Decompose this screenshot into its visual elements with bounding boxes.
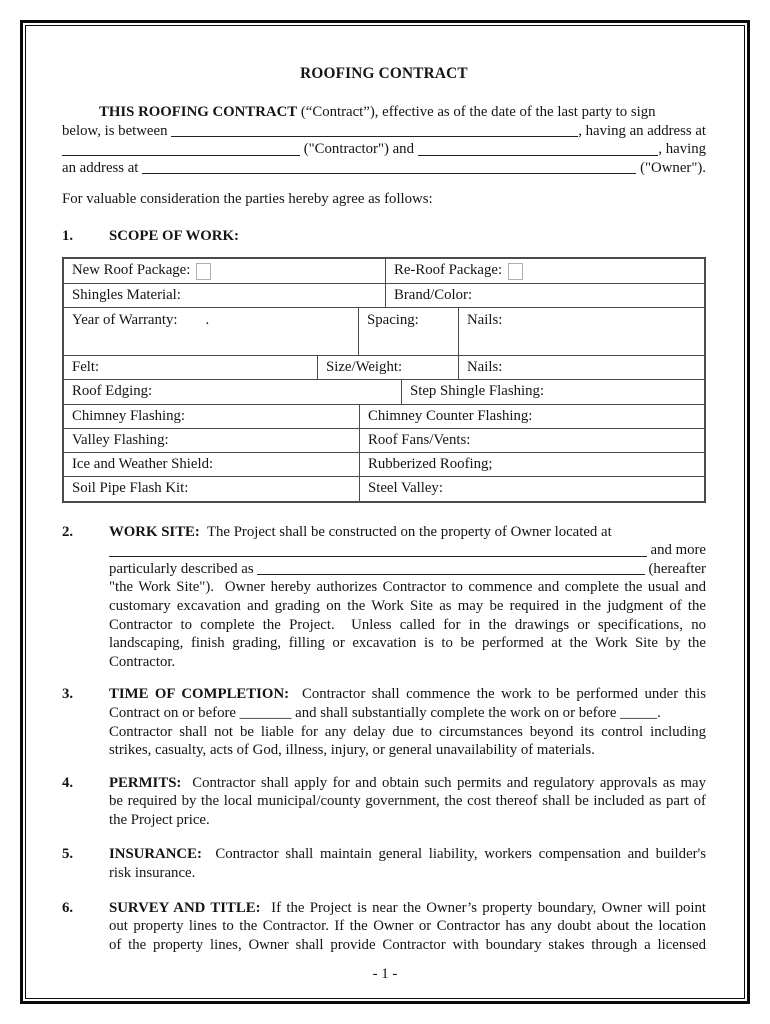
intro-line-1 xyxy=(62,103,706,122)
permits-line-1-rest: Contractor shall apply for and obtain such permits and regulatory approvals as may xyxy=(181,774,706,791)
shingles-material-label: Shingles Material: xyxy=(72,286,181,303)
intro-line-4-post: ("Owner"). xyxy=(636,159,706,176)
cell-roof-edging xyxy=(64,380,402,404)
chimney-counter-flashing-label: Chimney Counter Flashing: xyxy=(368,407,533,424)
steel-valley-label: Steel Valley: xyxy=(368,480,443,497)
intro-line-3 xyxy=(62,140,706,159)
work-site-line-7: landscaping, finish grading, filling or excavation is to be performed at the Work Site by the xyxy=(109,635,706,652)
permits-line-3: the Project price. xyxy=(109,811,210,828)
insurance-line-1-rest: Contractor shall maintain general liability, workers compensation and builder's xyxy=(201,846,706,863)
cell-nails-1 xyxy=(459,308,704,355)
section-time-of-completion xyxy=(62,685,706,759)
cell-new-roof-package xyxy=(64,259,386,283)
intro-line-2-pre: below, is between xyxy=(62,122,172,139)
felt-label: Felt: xyxy=(72,358,100,375)
table-row-edging xyxy=(64,380,704,405)
re-roof-package-label: Re-Roof Package: xyxy=(394,262,503,279)
valley-flashing-label: Valley Flashing: xyxy=(72,431,169,448)
work-site-line-3 xyxy=(109,560,706,579)
section-1-heading: SCOPE OF WORK: xyxy=(109,227,239,244)
re-roof-package-checkbox[interactable] xyxy=(508,263,523,280)
cell-valley-flashing xyxy=(64,429,360,452)
section-2-heading: WORK SITE: xyxy=(109,523,200,540)
intro-line-3-mid: ("Contractor") and xyxy=(300,141,418,158)
section-3-number: 3. xyxy=(62,686,74,703)
section-scope-of-work xyxy=(62,227,706,246)
cell-felt xyxy=(64,356,318,379)
survey-line-3: of the property lines, Owner shall provide Contractor with boundary stakes through a licensed xyxy=(109,936,706,953)
section-5-number: 5. xyxy=(62,846,74,863)
survey-line-2: out property lines to the Contractor. If the Owner or Contractor has any doubt about the location xyxy=(109,918,706,935)
year-of-warranty-label: Year of Warranty: xyxy=(72,311,178,328)
rubberized-roofing-label: Rubberized Roofing; xyxy=(368,455,493,472)
property-address-blank[interactable] xyxy=(109,541,647,560)
table-row-shingles xyxy=(64,284,704,308)
section-4-heading: PERMITS: xyxy=(109,774,182,791)
page-content xyxy=(25,25,745,999)
insurance-line-2: risk insurance. xyxy=(109,865,196,882)
work-site-line-6: Contractor to complete the Project. Unless called for in the drawings or specifications, no xyxy=(109,616,706,633)
work-site-line-2 xyxy=(109,541,706,560)
intro-line-2 xyxy=(62,122,706,141)
size-weight-label: Size/Weight: xyxy=(326,358,403,375)
warranty-period-dot: . xyxy=(205,311,210,328)
table-row-soil-pipe xyxy=(64,477,704,501)
permits-line-2: be required by the local municipal/county government, the cost thereof shall be included as part of xyxy=(109,793,706,810)
nails-label: Nails: xyxy=(467,311,503,328)
section-5-heading: INSURANCE: xyxy=(109,846,202,863)
consideration-clause: For valuable consideration the parties hereby agree as follows: xyxy=(62,191,433,208)
time-line-2: Contract on or before _______ and shall substantially complete the work on or before _____. xyxy=(109,704,661,721)
work-site-line-8: Contractor. xyxy=(109,653,176,670)
section-1-number: 1. xyxy=(62,227,74,244)
roof-edging-label: Roof Edging: xyxy=(72,383,153,400)
page-number: - 1 - xyxy=(372,966,398,983)
scope-of-work-table xyxy=(62,257,706,503)
work-site-line-3-post: (hereafter xyxy=(644,560,706,577)
time-line-1-rest: Contractor shall commence the work to be performed under this xyxy=(289,686,706,703)
time-line-3: Contractor shall not be liable for any delay due to circumstances beyond its control including xyxy=(109,723,706,740)
cell-steel-valley xyxy=(360,477,704,501)
intro-line-4 xyxy=(62,159,706,178)
cell-spacing xyxy=(359,308,459,355)
cell-chimney-counter-flashing xyxy=(360,405,704,428)
cell-soil-pipe-flash-kit xyxy=(64,477,360,501)
survey-line-1 xyxy=(109,899,706,918)
section-3-heading: TIME OF COMPLETION: xyxy=(109,686,290,703)
intro-line-3-post: , having xyxy=(658,141,706,158)
table-row-warranty xyxy=(64,308,704,356)
roof-fans-vents-label: Roof Fans/Vents: xyxy=(368,431,471,448)
section-survey-and-title xyxy=(62,899,706,955)
spacing-label: Spacing: xyxy=(367,311,419,328)
cell-ice-weather-shield xyxy=(64,453,360,476)
table-row-chimney xyxy=(64,405,704,429)
cell-shingles-material xyxy=(64,284,386,307)
section-insurance xyxy=(62,845,706,882)
table-row-ice-shield xyxy=(64,453,704,477)
cell-brand-color xyxy=(386,284,704,307)
cell-chimney-flashing xyxy=(64,405,360,428)
intro-line-4-pre: an address at xyxy=(62,159,143,176)
insurance-line-1 xyxy=(109,845,706,864)
work-site-line-4: "the Work Site"). Owner hereby authorizes Contractor to commence and complete the usual and xyxy=(109,579,706,596)
cell-rubberized-roofing xyxy=(360,453,704,476)
cell-re-roof-package xyxy=(386,259,704,283)
time-line-4: strikes, casualty, acts of God, illness, injury, or general unavailability of materials. xyxy=(109,742,595,759)
nails-label-2: Nails: xyxy=(467,358,503,375)
new-roof-package-label: New Roof Package: xyxy=(72,262,191,279)
owner-address-blank[interactable] xyxy=(142,159,636,178)
cell-size-weight xyxy=(318,356,459,379)
intro-line-2-post: , having an address at xyxy=(578,122,706,139)
section-6-number: 6. xyxy=(62,899,74,916)
soil-pipe-flash-kit-label: Soil Pipe Flash Kit: xyxy=(72,480,189,497)
section-6-heading: SURVEY AND TITLE: xyxy=(109,899,261,916)
cell-nails-2 xyxy=(459,356,704,379)
chimney-flashing-label: Chimney Flashing: xyxy=(72,407,186,424)
contractor-address-blank[interactable] xyxy=(62,140,300,159)
section-2-number: 2. xyxy=(62,523,74,540)
property-description-blank[interactable] xyxy=(257,560,644,579)
section-work-site xyxy=(62,523,706,672)
work-site-line-2-post: and more xyxy=(646,542,706,559)
brand-color-label: Brand/Color: xyxy=(394,286,473,303)
page-title: ROOFING CONTRACT xyxy=(300,65,468,82)
new-roof-package-checkbox[interactable] xyxy=(196,263,211,280)
work-site-line-3-pre: particularly described as xyxy=(109,560,258,577)
ice-weather-shield-label: Ice and Weather Shield: xyxy=(72,455,214,472)
survey-line-1-rest: If the Project is near the Owner’s property boundary, Owner will point xyxy=(260,899,707,916)
cell-roof-fans-vents xyxy=(360,429,704,452)
work-site-line-1-rest: The Project shall be constructed on the property of Owner located at xyxy=(199,523,612,540)
cell-step-shingle-flashing xyxy=(402,380,704,404)
contractor-name-blank[interactable] xyxy=(171,122,578,141)
step-shingle-flashing-label: Step Shingle Flashing: xyxy=(410,383,545,400)
table-row-valley xyxy=(64,429,704,453)
intro-paragraph xyxy=(62,103,706,177)
page-border-frame xyxy=(20,20,750,1004)
work-site-line-1 xyxy=(109,523,706,542)
table-row-felt xyxy=(64,356,704,380)
work-site-line-5: customary excavation and grading on the Work Site as may be required in the judgment of the xyxy=(109,597,706,614)
section-4-number: 4. xyxy=(62,774,74,791)
table-row-packages xyxy=(64,259,704,284)
permits-line-1 xyxy=(109,774,706,793)
intro-contract-bold: THIS ROOFING CONTRACT xyxy=(99,104,298,120)
time-line-1 xyxy=(109,685,706,704)
owner-name-blank[interactable] xyxy=(418,140,659,159)
intro-line-1-rest: (“Contract”), effective as of the date of the last party to sign xyxy=(297,104,656,120)
cell-year-of-warranty xyxy=(64,308,359,355)
section-permits xyxy=(62,774,706,830)
